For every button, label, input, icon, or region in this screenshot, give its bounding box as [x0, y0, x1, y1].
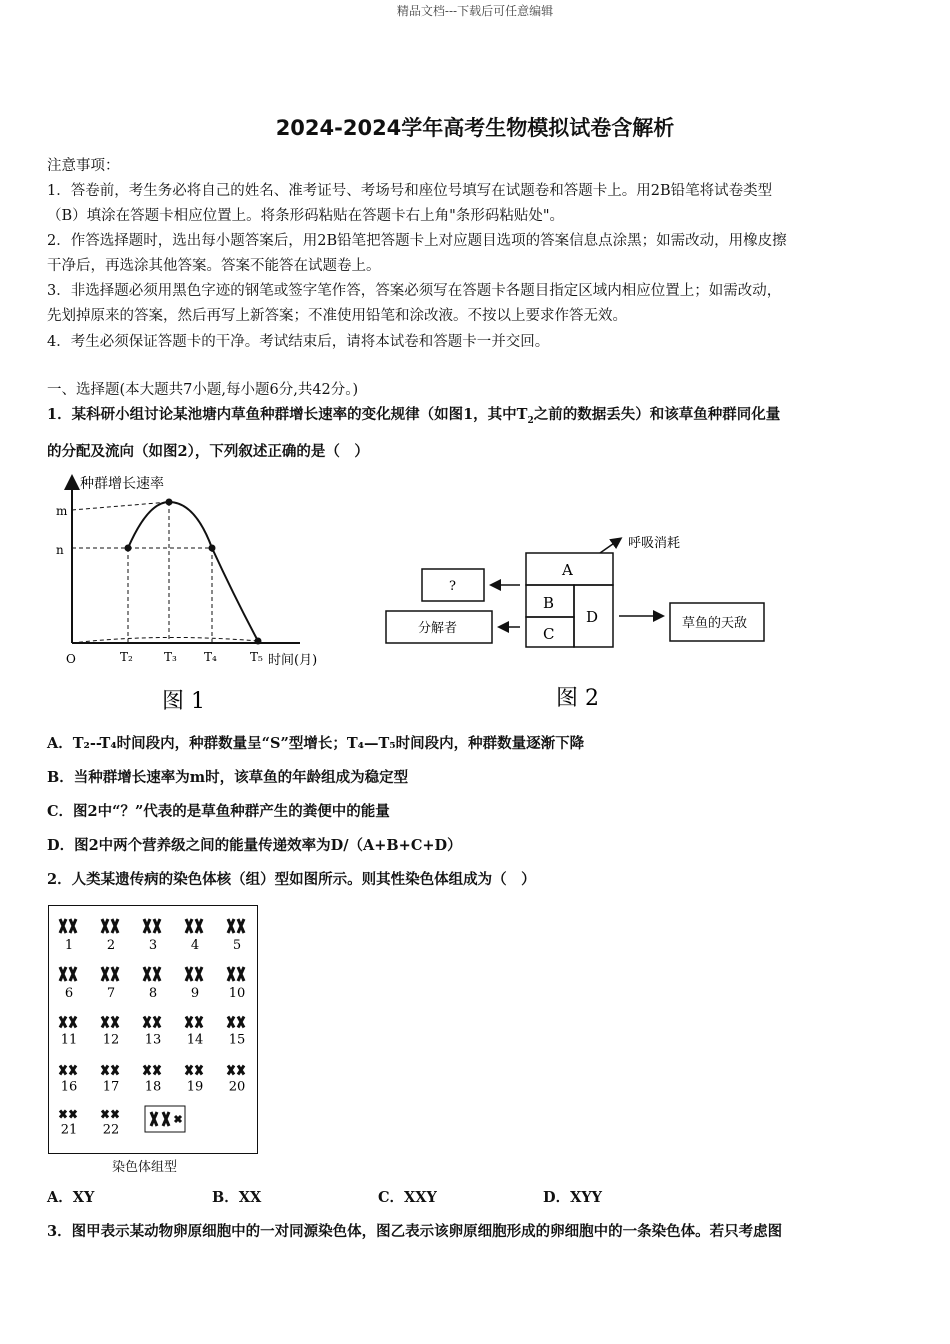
- chromosome-number: 2: [106, 938, 116, 953]
- label-d: D: [586, 608, 599, 626]
- chromosome: [60, 1066, 66, 1075]
- chromosome: [228, 967, 234, 981]
- chromosome-number: 4: [190, 938, 200, 953]
- chromosome-number: 6: [64, 986, 74, 1001]
- label-respiration: 呼吸消耗: [628, 536, 681, 551]
- section-heading: 一、选择题(本大题共7小题,每小题6分,共42分。): [47, 382, 359, 398]
- chromosome-number: 10: [228, 986, 246, 1001]
- chromosome: [70, 919, 76, 933]
- chromosome-number: 17: [102, 1079, 120, 1095]
- q1-option-a[interactable]: A．T₂--T₄时间段内，种群数量呈“S”型增长；T₄—T₅时间段内，种群数量逐渐下降: [47, 735, 585, 752]
- notice-heading: 注意事项：: [47, 158, 120, 174]
- figure-1-growth-rate-chart: [50, 468, 350, 718]
- sex-chromosome: [151, 1112, 157, 1126]
- chromosome: [102, 1066, 108, 1075]
- chromosome-number: 3: [148, 938, 158, 953]
- chromosome-number: 22: [102, 1122, 120, 1138]
- karyotype-figure: [48, 905, 258, 1154]
- chromosome: [112, 1066, 118, 1075]
- x-axis-label: 时间(月): [268, 653, 318, 668]
- karyotype-caption: 染色体组型: [112, 1160, 178, 1175]
- chromosome: [154, 919, 160, 933]
- chromosome: [238, 919, 244, 933]
- point-t4: [209, 545, 216, 552]
- chromosome: [196, 1066, 202, 1075]
- q3-stem: 3．图甲表示某动物卵原细胞中的一对同源染色体，图乙表示该卵原细胞形成的卵细胞中的一条染色体。若只考虑图: [47, 1223, 783, 1240]
- notice-line: 3．非选择题必须用黑色字迹的钢笔或签字笔作答，答案必须写在答题卡各题目指定区域内相应位置上；如需改动，: [47, 283, 782, 299]
- point-t2: [125, 545, 132, 552]
- q1-stem-line1: 1．某科研小组讨论某池塘内草鱼种群增长速率的变化规律（如图1，其中$T_2$之前的数据丢失）和该草鱼种群同化量: [47, 406, 781, 426]
- chromosome: [70, 1111, 76, 1118]
- notice-line: （B）填涂在答题卡相应位置上。将条形码粘贴在答题卡右上角"条形码粘贴处"。: [47, 208, 564, 224]
- notice-line: 干净后，再选涂其他答案。答案不能答在试题卷上。: [47, 258, 381, 274]
- chromosome-number: 9: [190, 986, 200, 1001]
- chromosome: [144, 1066, 150, 1075]
- chromosome-number: 21: [60, 1122, 78, 1138]
- q1-option-c[interactable]: C．图2中“？”代表的是草鱼种群产生的粪便中的能量: [47, 803, 390, 820]
- chromosome: [70, 967, 76, 981]
- label-decomposer: 分解者: [418, 621, 458, 636]
- notice-line: 先划掉原来的答案，然后再写上新答案；不准使用铅笔和涂改液。不按以上要求作答无效。: [47, 308, 627, 324]
- label-origin: O: [66, 652, 76, 666]
- q2-option-d[interactable]: D．XYY: [543, 1189, 603, 1206]
- chromosome: [186, 967, 192, 981]
- q2-option-a[interactable]: A．XY: [47, 1189, 95, 1206]
- chromosome: [186, 1066, 192, 1075]
- chromosome-number: 19: [186, 1079, 204, 1095]
- chromosome: [112, 1111, 118, 1118]
- chromosome-number: 13: [144, 1032, 162, 1048]
- chromosome-number: 5: [232, 938, 242, 953]
- label-b: B: [543, 594, 555, 612]
- chromosome-number: 15: [228, 1032, 246, 1048]
- chromosome: [60, 1111, 66, 1118]
- chromosome: [102, 967, 108, 981]
- label-unknown: ?: [449, 579, 456, 594]
- page-header: 精品文档---下载后可任意编辑: [396, 4, 554, 18]
- chromosome: [238, 1066, 244, 1075]
- q1-stem-line2: 的分配及流向（如图2），下列叙述正确的是（ ）: [47, 443, 369, 460]
- label-t5: T₅: [250, 650, 263, 664]
- chromosome-number: 7: [106, 986, 116, 1001]
- q1-option-b[interactable]: B．当种群增长速率为m时，该草鱼的年龄组成为稳定型: [47, 769, 409, 786]
- chromosome: [186, 1017, 192, 1028]
- notice-line: 2．作答选择题时，选出每小题答案后，用2B铅笔把答题卡上对应题目选项的答案信息点涂黑；如需改动，用橡皮擦: [47, 233, 787, 249]
- q2-stem: 2．人类某遗传病的染色体核（组）型如图所示。则其性染色体组成为（ ）: [47, 871, 536, 888]
- chromosome: [196, 1017, 202, 1028]
- label-t2: T₂: [120, 650, 133, 664]
- notice-line: 4．考生必须保证答题卡的干净。考试结束后，请将本试卷和答题卡一并交回。: [47, 334, 550, 350]
- chromosome: [70, 1066, 76, 1075]
- chromosome: [60, 919, 66, 933]
- chromosome-number: 1: [64, 938, 74, 953]
- label-a: A: [562, 561, 573, 579]
- chromosome: [154, 1017, 160, 1028]
- chromosome: [186, 919, 192, 933]
- growth-rate-curve: [128, 502, 258, 641]
- point-t5: [255, 638, 262, 645]
- label-enemy: 草鱼的天敌: [682, 616, 748, 631]
- chromosome: [196, 919, 202, 933]
- sex-chromosome: [163, 1112, 169, 1126]
- chromosome: [102, 919, 108, 933]
- chromosome: [238, 1017, 244, 1028]
- arrow-to-respiration: [600, 539, 620, 553]
- page-title: 2024-2024学年高考生物模拟试卷含解析: [275, 116, 675, 140]
- fig1-caption: 图 1: [162, 689, 205, 714]
- q1-option-d[interactable]: D．图2中两个营养级之间的能量传递效率为D/（A+B+C+D）: [47, 837, 462, 854]
- chromosome: [102, 1017, 108, 1028]
- chromosome: [238, 967, 244, 981]
- figure-2-energy-flow: [380, 525, 780, 720]
- chromosome-number: 16: [60, 1079, 78, 1095]
- chromosome: [228, 1017, 234, 1028]
- chromosome-number: 8: [148, 986, 158, 1001]
- sex-chromosome: [175, 1116, 181, 1122]
- chromosome: [60, 1017, 66, 1028]
- chromosome-number: 11: [60, 1032, 78, 1048]
- chromosome: [112, 919, 118, 933]
- label-t3: T₃: [164, 650, 177, 664]
- chromosome: [196, 967, 202, 981]
- notice-line: 1．答卷前，考生务必将自己的姓名、准考证号、考场号和座位号填写在试题卷和答题卡上。用2B铅笔将试卷类型: [47, 183, 773, 199]
- fig2-caption: 图 2: [556, 686, 599, 711]
- chromosome: [228, 919, 234, 933]
- chromosome-number: 12: [102, 1032, 120, 1048]
- chromosome: [70, 1017, 76, 1028]
- chromosome: [144, 1017, 150, 1028]
- y-axis-label: 种群增长速率: [80, 476, 164, 492]
- label-c: C: [543, 625, 555, 643]
- karyotype-chromosomes: [49, 906, 257, 1153]
- label-n: n: [56, 543, 64, 557]
- label-t4: T₄: [204, 650, 217, 664]
- label-m: m: [56, 504, 68, 518]
- chromosome: [112, 967, 118, 981]
- chromosome: [144, 967, 150, 981]
- chromosome-number: 18: [144, 1079, 162, 1095]
- chromosome: [144, 919, 150, 933]
- chromosome: [60, 967, 66, 981]
- chromosome: [154, 967, 160, 981]
- chromosome: [154, 1066, 160, 1075]
- chromosome: [228, 1066, 234, 1075]
- chromosome-number: 14: [186, 1032, 204, 1048]
- chromosome-number: 20: [228, 1079, 246, 1095]
- point-t3: [166, 499, 173, 506]
- chromosome: [112, 1017, 118, 1028]
- q2-option-b[interactable]: B．XX: [212, 1189, 262, 1206]
- chromosome: [102, 1111, 108, 1118]
- q2-option-c[interactable]: C．XXY: [378, 1189, 437, 1206]
